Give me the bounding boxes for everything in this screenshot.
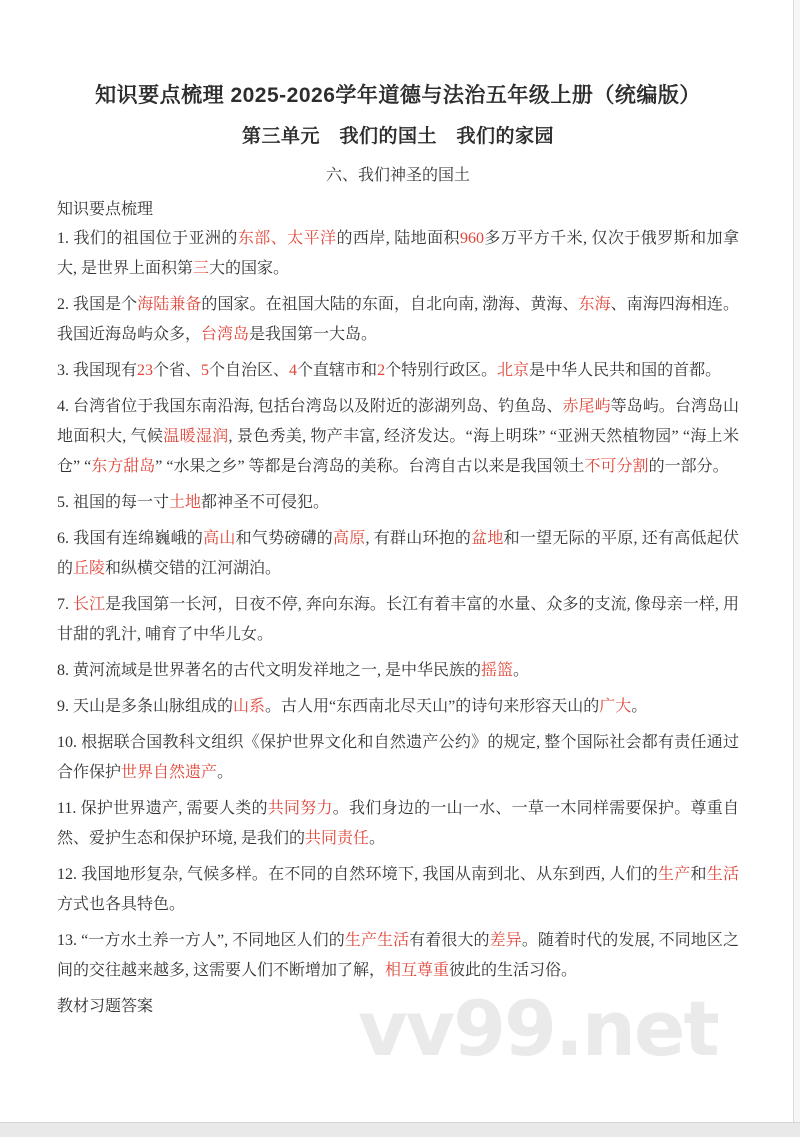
highlighted-term: 台湾岛 — [201, 326, 250, 343]
body-text: 是中华人民共和国的首都。 — [529, 362, 722, 379]
body-text: 。 — [217, 764, 234, 781]
highlighted-term: 东部、太平洋 — [237, 230, 337, 247]
body-text: 12. 我国地形复杂, 气候多样。在不同的自然环境下, 我国从南到北、从东到西, 人们的 — [57, 866, 658, 883]
body-text: , 景色秀美, 物产丰富, 经济发达。“海上明珠” “亚洲天然植物园” “海上米仓” “ — [57, 428, 739, 475]
highlighted-term: 东海 — [578, 296, 611, 313]
body-text: 个特别行政区。 — [385, 362, 498, 379]
body-text: 和纵横交错的江河湖泊。 — [105, 560, 282, 577]
body-text: 3. 我国现有 — [57, 362, 138, 379]
knowledge-point — [57, 488, 739, 518]
highlighted-term: 2 — [377, 362, 386, 379]
highlighted-term: 土地 — [169, 494, 202, 511]
body-text: 多万平方千米, 仅次于俄罗斯和加拿大, 是世界上面积第 — [57, 230, 739, 277]
body-text: 7. — [57, 596, 74, 613]
lesson-title: 六、我们神圣的国土 — [325, 167, 470, 184]
section-label: 知识要点梳理 — [57, 201, 154, 218]
body-text: 2. 我国是个 — [57, 296, 138, 313]
highlighted-term: 摇篮 — [481, 662, 514, 679]
body-text: 。 — [513, 662, 530, 679]
unit-title: 第三单元 我们的国土 我们的家园 — [241, 126, 554, 147]
body-text: 。古人用“东西南北尽天山”的诗句来形容天山的 — [265, 698, 600, 715]
body-text: 等岛屿。台湾岛山地面积大, 气候 — [57, 398, 739, 445]
watermark-text: vv99.net — [358, 984, 718, 1073]
highlighted-term: 三 — [193, 260, 210, 277]
knowledge-point — [57, 356, 739, 386]
knowledge-point — [57, 656, 739, 686]
body-text: 。随着时代的发展, 不同地区之间的交往越来越多, 这需要人们不断增加了解， — [57, 932, 739, 979]
knowledge-point — [57, 860, 739, 920]
body-text: , 有群山环抱的 — [365, 530, 472, 547]
highlighted-term: 不可分割 — [584, 458, 649, 475]
body-text: 1. 我们的祖国位于亚洲的 — [57, 230, 238, 247]
body-text: 9. 天山是多条山脉组成的 — [57, 698, 234, 715]
viewer-bottom-bar — [0, 1122, 800, 1137]
knowledge-point — [57, 590, 739, 650]
body-text: 。 — [369, 830, 386, 847]
body-text: 的西岸, 陆地面积 — [336, 230, 460, 247]
highlighted-term: 相互尊重 — [385, 962, 450, 979]
highlighted-term: 北京 — [497, 362, 530, 379]
body-text: 。 — [631, 698, 648, 715]
body-text: 是我国第一大岛。 — [249, 326, 378, 343]
body-text: 8. 黄河流域是世界著名的古代文明发祥地之一, 是中华民族的 — [57, 662, 482, 679]
body-text: 11. 保护世界遗产, 需要人类的 — [57, 800, 268, 817]
knowledge-point — [57, 392, 739, 482]
body-text: 彼此的生活习俗。 — [449, 962, 578, 979]
body-text: 是我国第一长河，日夜不停, 奔向东海。长江有着丰富的水量、众多的支流, 像母亲一样, 用甘甜的乳汁, 哺育了中华儿女。 — [57, 596, 739, 643]
body-text: 个直辖市和 — [297, 362, 378, 379]
body-text: 6. 我国有连绵巍峨的 — [57, 530, 204, 547]
body-text: 的一部分。 — [648, 458, 729, 475]
highlighted-term: 高山 — [203, 530, 236, 547]
knowledge-point — [57, 794, 739, 854]
body-text: 。我们身边的一山一水、一草一木同样需要保护。尊重自然、爱护生态和保护环境, 是我们的 — [57, 800, 739, 847]
knowledge-point — [57, 290, 739, 350]
knowledge-point — [57, 926, 739, 986]
highlighted-term: 丘陵 — [73, 560, 106, 577]
body-text: 个自治区、 — [209, 362, 290, 379]
highlighted-term: 差异 — [489, 932, 522, 949]
body-text: ” “水果之乡” 等都是台湾岛的美称。台湾自古以来是我国领土 — [155, 458, 585, 475]
highlighted-term: 盆地 — [471, 530, 504, 547]
highlighted-term: 赤尾屿 — [562, 398, 611, 415]
highlighted-term: 5 — [201, 362, 210, 379]
knowledge-point — [57, 224, 739, 284]
highlighted-term: 广大 — [599, 698, 632, 715]
body-text: 、南海四海相连。我国近海岛屿众多， — [57, 296, 739, 343]
knowledge-point — [57, 728, 739, 788]
highlighted-term: 东方甜岛 — [91, 458, 156, 475]
highlighted-term: 长江 — [73, 596, 106, 613]
body-text: 的国家。在祖国大陆的东面，自北向南, 渤海、黄海、 — [201, 296, 579, 313]
body-text: 都神圣不可侵犯。 — [201, 494, 330, 511]
knowledge-point — [57, 524, 739, 584]
highlighted-term: 世界自然遗产 — [121, 764, 218, 781]
document-title: 知识要点梳理 2025-2026学年道德与法治五年级上册（统编版） — [95, 84, 701, 107]
highlighted-term: 23 — [137, 362, 154, 379]
knowledge-points — [57, 224, 739, 986]
body-text: 4. 台湾省位于我国东南沿海, 包括台湾岛以及附近的澎湖列岛、钓鱼岛、 — [57, 398, 563, 415]
highlighted-term: 共同努力 — [267, 800, 333, 817]
highlighted-term: 生产生活 — [344, 932, 410, 949]
highlighted-term: 高原 — [333, 530, 366, 547]
body-text: 方式也各具特色。 — [57, 896, 186, 913]
body-text: 10. 根据联合国教科文组织《保护世界文化和自然遗产公约》的规定, 整个国际社会都有责任通过合作保护 — [57, 734, 739, 781]
highlighted-term: 生产 — [658, 866, 691, 883]
body-text: 个省、 — [153, 362, 202, 379]
knowledge-point — [57, 692, 739, 722]
body-text: 大的国家。 — [209, 260, 290, 277]
body-text: 和一望无际的平原, 还有高低起伏的 — [57, 530, 739, 577]
highlighted-term: 温暖湿润 — [163, 428, 229, 445]
highlighted-term: 4 — [289, 362, 298, 379]
body-text: 13. “一方水土养一方人”, 不同地区人们的 — [57, 932, 345, 949]
answers-section-label: 教材习题答案 — [57, 998, 154, 1015]
body-text: 有着很大的 — [409, 932, 490, 949]
body-text: 和 — [690, 866, 707, 883]
body-text: 和气势磅礴的 — [235, 530, 334, 547]
highlighted-term: 生活 — [706, 866, 739, 883]
highlighted-term: 山系 — [233, 698, 266, 715]
highlighted-term: 960 — [459, 230, 484, 247]
body-text: 5. 祖国的每一寸 — [57, 494, 170, 511]
highlighted-term: 共同责任 — [305, 830, 370, 847]
highlighted-term: 海陆兼备 — [137, 296, 202, 313]
